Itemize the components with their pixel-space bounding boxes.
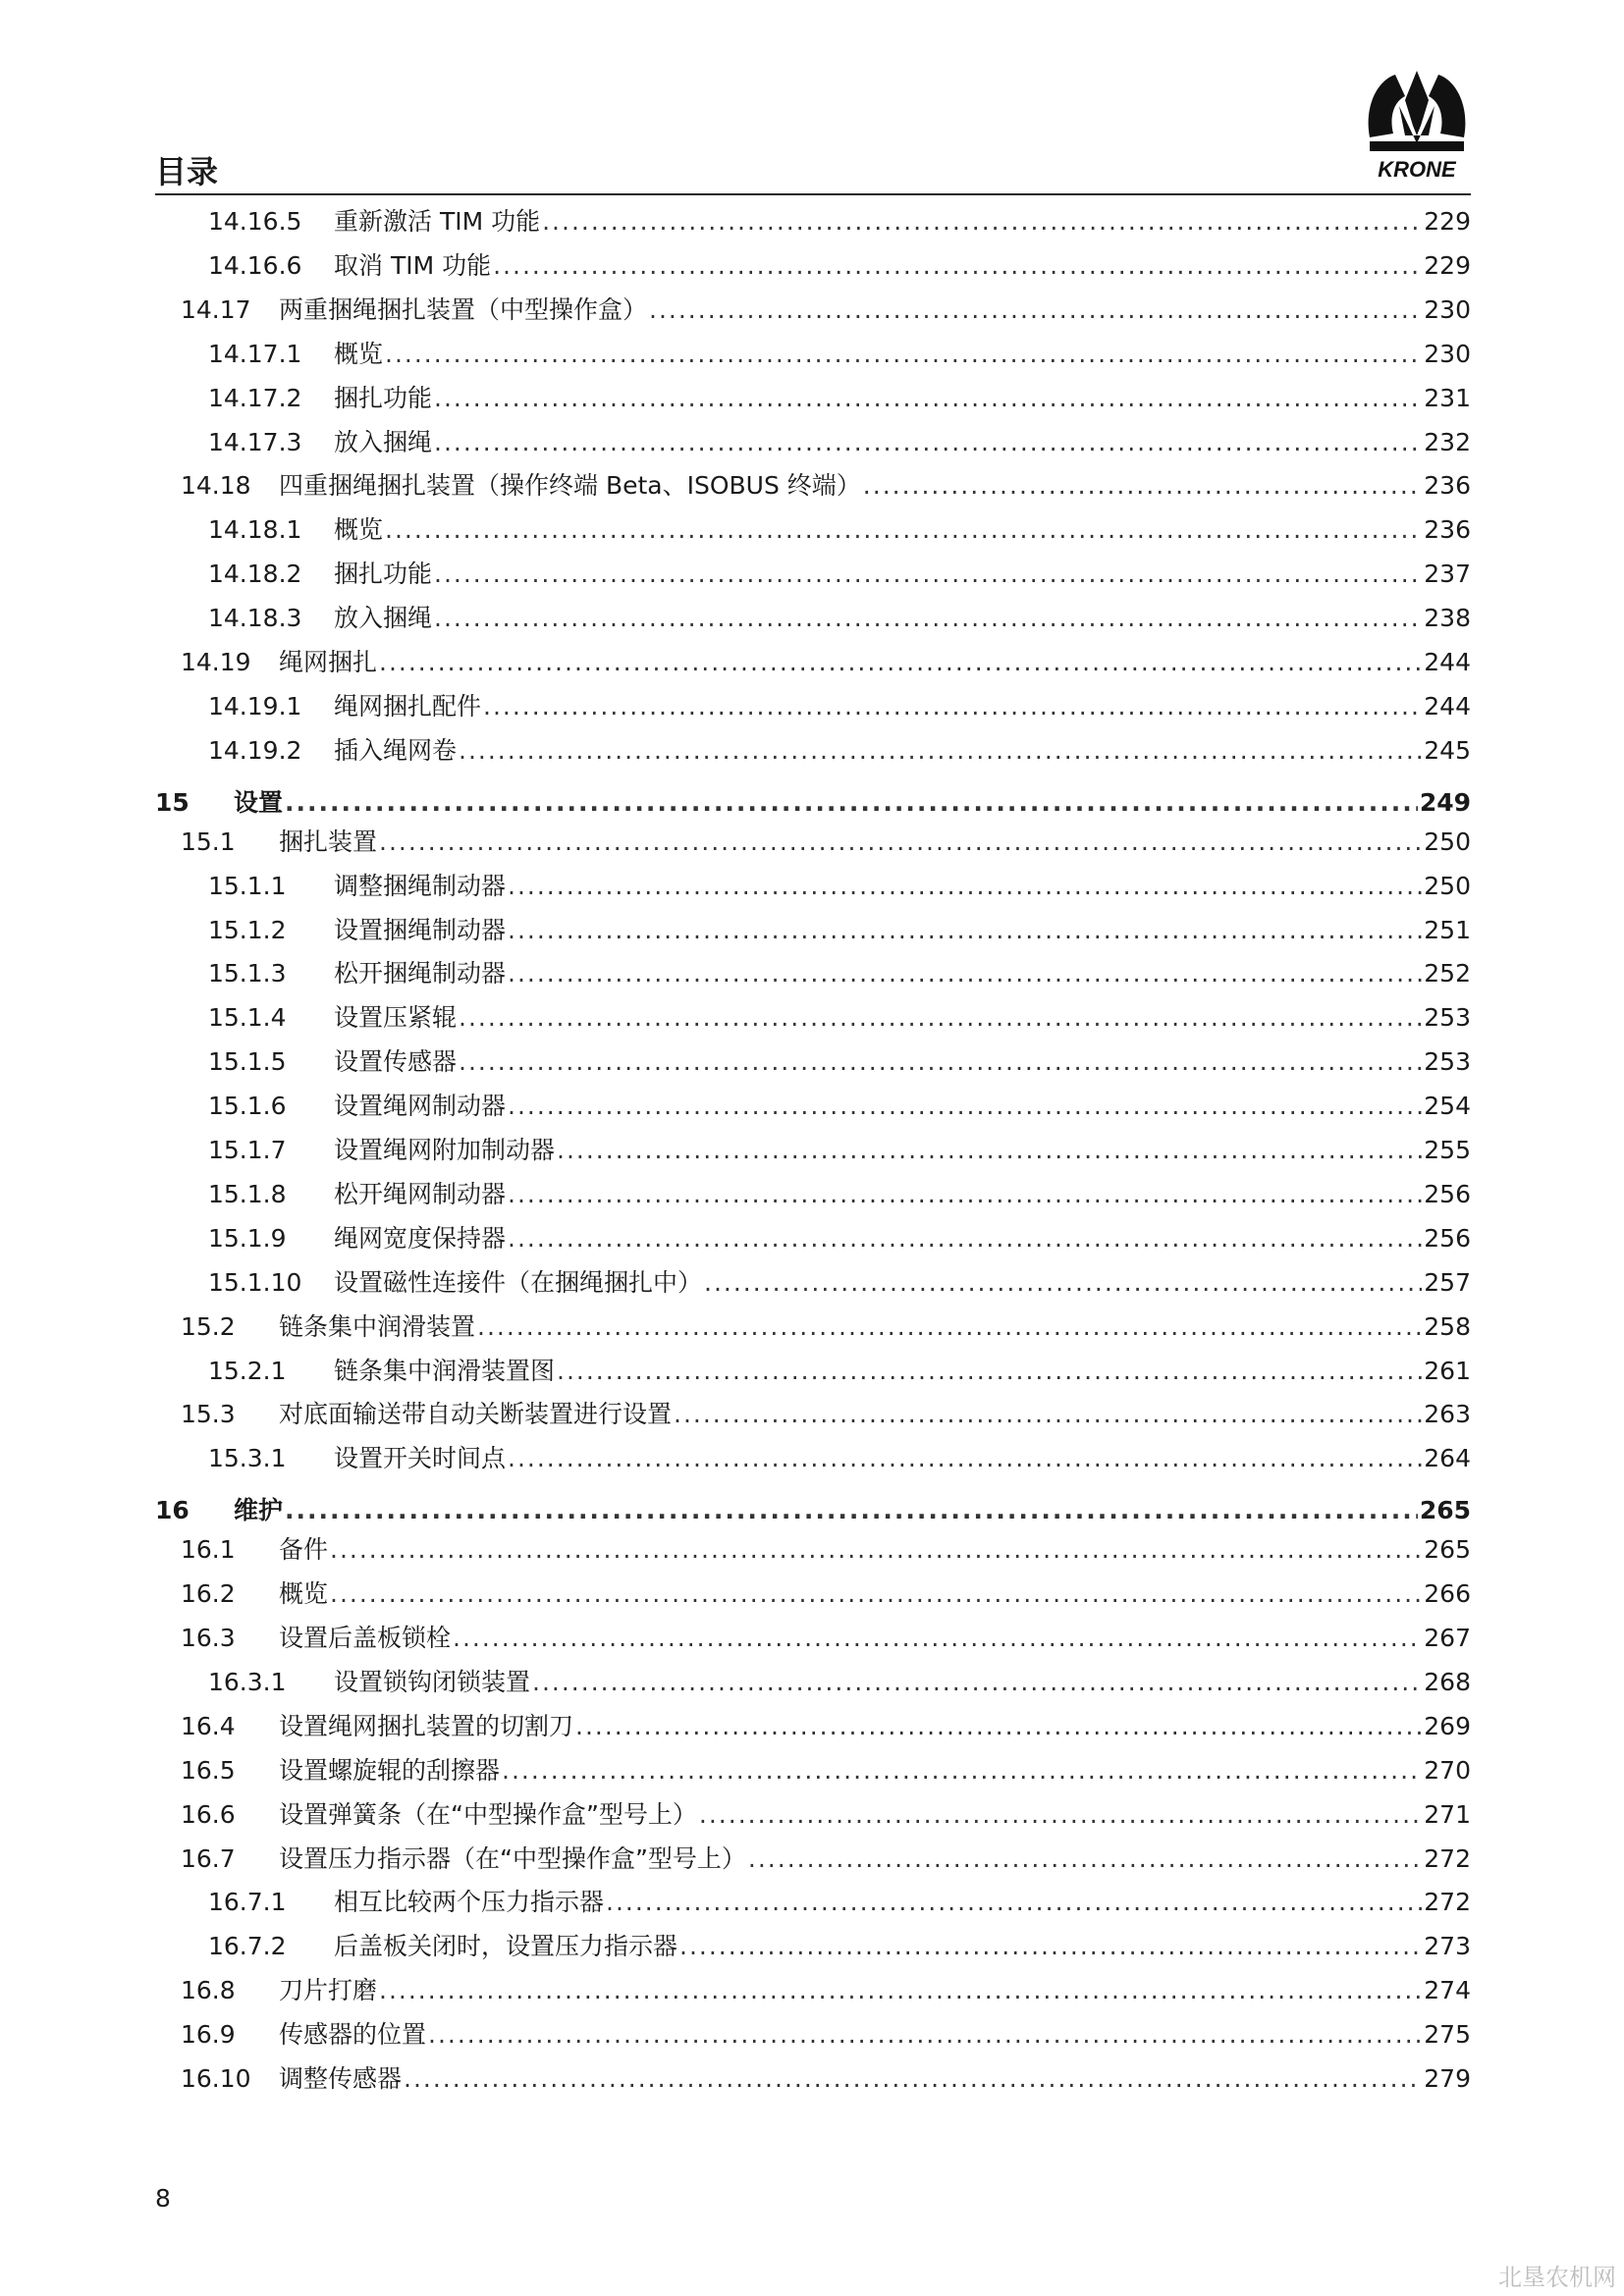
toc-entry-number: 16 <box>155 1496 189 1525</box>
toc-entry-page: 267 <box>1424 1624 1471 1652</box>
dot-leader <box>330 1530 1422 1570</box>
toc-entry-page: 261 <box>1424 1356 1471 1385</box>
toc-entry[interactable] <box>181 291 1471 330</box>
toc-entry[interactable] <box>181 1971 1471 2010</box>
toc-entry-page: 268 <box>1424 1667 1471 1696</box>
toc-entry-page: 245 <box>1424 735 1471 765</box>
toc-entry-number: 14.17.1 <box>208 339 302 368</box>
toc-entry-title: 设置开关时间点 <box>334 1444 507 1473</box>
toc-entry-title: 相互比较两个压力指示器 <box>334 1888 605 1917</box>
toc-entry-number: 16.3 <box>181 1624 236 1652</box>
toc-entry-page: 250 <box>1424 871 1471 900</box>
toc-entry[interactable] <box>208 998 1471 1038</box>
dot-leader <box>575 1707 1422 1746</box>
toc-entry-page: 270 <box>1424 1755 1471 1785</box>
toc-entry-title: 备件 <box>279 1535 329 1565</box>
toc-entry-page: 269 <box>1424 1711 1471 1740</box>
toc-entry[interactable] <box>208 1042 1471 1082</box>
toc-entry-page: 275 <box>1424 2020 1471 2050</box>
toc-entry-number: 16.3.1 <box>208 1667 287 1696</box>
page-number: 8 <box>155 2184 171 2213</box>
toc-entry-number: 15 <box>155 787 189 817</box>
toc-entry-title: 设置锁钩闭锁装置 <box>334 1667 531 1696</box>
toc-entry-number: 14.18.3 <box>208 604 302 633</box>
toc-entry-number: 16.5 <box>181 1755 236 1785</box>
toc-entry-title: 概览 <box>334 515 384 545</box>
toc-entry-title: 设置压紧辊 <box>334 1003 458 1033</box>
toc-entry-number: 15.1.3 <box>208 959 287 988</box>
dot-leader <box>379 823 1422 862</box>
toc-entry[interactable] <box>181 1308 1471 1347</box>
toc-entry-title: 设置绳网制动器 <box>334 1092 507 1121</box>
dot-leader <box>459 1042 1422 1082</box>
dot-leader <box>606 1883 1422 1922</box>
toc-entry-title: 后盖板关闭时，设置压力指示器 <box>334 1932 678 1961</box>
toc-entry-title: 链条集中润滑装置 <box>279 1311 476 1341</box>
toc-entry-title: 设置捆绳制动器 <box>334 915 507 944</box>
toc-entry[interactable] <box>181 1751 1471 1790</box>
toc-entry-page: 252 <box>1424 959 1471 988</box>
toc-entry-number: 15.1.10 <box>208 1267 302 1297</box>
toc-entry-number: 15.3.1 <box>208 1444 287 1473</box>
toc-entry[interactable] <box>208 1663 1471 1702</box>
toc-entry-page: 255 <box>1424 1136 1471 1164</box>
toc-entry[interactable] <box>208 335 1471 374</box>
dot-leader <box>508 954 1422 993</box>
toc-entry-number: 16.10 <box>181 2064 251 2093</box>
dot-leader <box>508 867 1422 906</box>
toc-entry-title: 松开捆绳制动器 <box>334 959 507 988</box>
toc-entry-title: 四重捆绳捆扎装置（操作终端 Beta、ISOBUS 终端） <box>279 471 861 501</box>
toc-entry[interactable] <box>208 599 1471 638</box>
toc-entry-number: 14.19.1 <box>208 691 302 721</box>
toc-entry[interactable] <box>208 1131 1471 1170</box>
toc-entry-page: 272 <box>1424 1888 1471 1917</box>
toc-entry-title: 设置磁性连接件（在捆绳捆扎中） <box>334 1267 703 1297</box>
toc-entry-number: 16.7 <box>181 1843 236 1873</box>
toc-entry[interactable] <box>208 423 1471 462</box>
toc-entry-title: 设置后盖板锁栓 <box>279 1624 452 1652</box>
dot-leader <box>674 1395 1422 1434</box>
toc-entry-page: 231 <box>1424 383 1471 412</box>
toc-entry-page: 253 <box>1424 1003 1471 1033</box>
toc-entry-title: 设置弹簧条（在“中型操作盒”型号上） <box>279 1799 697 1829</box>
dot-leader <box>385 335 1422 374</box>
toc-entry-page: 263 <box>1424 1400 1471 1429</box>
toc-entry-page: 244 <box>1424 648 1471 676</box>
toc-entry-number: 15.1.4 <box>208 1003 287 1033</box>
toc-entry-number: 15.2.1 <box>208 1356 287 1385</box>
toc-entry-title: 绳网宽度保持器 <box>334 1223 507 1253</box>
dot-leader <box>493 246 1422 286</box>
dot-leader <box>379 643 1422 682</box>
dot-leader <box>453 1619 1422 1658</box>
toc-entry-number: 14.19 <box>181 648 251 676</box>
toc-entry[interactable] <box>208 954 1471 993</box>
dot-leader <box>508 1087 1422 1126</box>
toc-entry[interactable] <box>208 867 1471 906</box>
toc-entry-number: 14.18.1 <box>208 515 302 545</box>
toc-entry-title: 插入绳网卷 <box>334 735 458 765</box>
logo-text: KRONE <box>1378 157 1456 182</box>
dot-leader <box>404 2059 1422 2099</box>
toc-entry-page: 232 <box>1424 427 1471 456</box>
dot-leader <box>508 1219 1422 1258</box>
toc-entry[interactable] <box>208 555 1471 594</box>
toc-entry-number: 16.1 <box>181 1535 236 1565</box>
toc-entry-number: 15.1.2 <box>208 915 287 944</box>
toc-entry[interactable] <box>181 643 1471 682</box>
toc-entry-page: 265 <box>1424 1535 1471 1565</box>
toc-entry-title: 重新激活 TIM 功能 <box>334 207 541 236</box>
toc-entry-page: 274 <box>1424 1976 1471 2005</box>
toc-entry[interactable] <box>181 2059 1471 2099</box>
toc-entry[interactable] <box>181 1795 1471 1835</box>
toc-entry[interactable] <box>155 1491 1471 1530</box>
toc-entry-number: 15.1.8 <box>208 1179 287 1208</box>
toc-entry[interactable] <box>208 1352 1471 1391</box>
dot-leader <box>748 1840 1422 1879</box>
toc-entry[interactable] <box>208 379 1471 418</box>
toc-entry-title: 设置绳网捆扎装置的切割刀 <box>279 1711 574 1740</box>
dot-leader <box>434 599 1422 638</box>
dot-leader <box>330 1575 1422 1614</box>
toc-entry-title: 维护 <box>234 1496 284 1525</box>
toc-entry-page: 244 <box>1424 691 1471 721</box>
toc-entry-number: 16.7.1 <box>208 1888 287 1917</box>
toc-entry-page: 257 <box>1424 1267 1471 1297</box>
toc-entry[interactable] <box>208 202 1471 241</box>
toc-entry-page: 238 <box>1424 604 1471 633</box>
dot-leader <box>557 1352 1422 1391</box>
dot-leader <box>428 2015 1422 2055</box>
toc-entry-title: 概览 <box>334 339 384 368</box>
toc-entry-number: 16.8 <box>181 1976 236 2005</box>
toc-entry[interactable] <box>208 687 1471 726</box>
toc-entry[interactable] <box>208 731 1471 771</box>
toc-entry-title: 两重捆绳捆扎装置（中型操作盒） <box>279 294 648 324</box>
toc-entry[interactable] <box>208 1883 1471 1922</box>
toc-entry-title: 设置传感器 <box>334 1047 458 1077</box>
toc-entry-page: 250 <box>1424 827 1471 856</box>
toc-entry-page: 266 <box>1424 1579 1471 1609</box>
dot-leader <box>508 1175 1422 1214</box>
toc-entry-number: 16.7.2 <box>208 1932 287 1961</box>
dot-leader <box>649 291 1422 330</box>
toc-entry-title: 捆扎功能 <box>334 383 433 412</box>
toc-entry-number: 15.1.9 <box>208 1223 287 1253</box>
toc-entry-title: 取消 TIM 功能 <box>334 250 492 280</box>
toc-entry-page: 256 <box>1424 1223 1471 1253</box>
toc-entry-page: 264 <box>1424 1444 1471 1473</box>
toc-entry[interactable] <box>208 1219 1471 1258</box>
toc-entry-page: 272 <box>1424 1843 1471 1873</box>
toc-entry-title: 概览 <box>279 1579 329 1609</box>
toc-entry[interactable] <box>155 783 1471 823</box>
toc-entry-page: 237 <box>1424 560 1471 589</box>
dot-leader <box>459 998 1422 1038</box>
dot-leader <box>285 1491 1418 1530</box>
toc-entry-title: 链条集中润滑装置图 <box>334 1356 556 1385</box>
toc-entry[interactable] <box>181 1530 1471 1570</box>
toc-entry-title: 绳网捆扎配件 <box>334 691 482 721</box>
toc-entry-page: 236 <box>1424 515 1471 545</box>
toc-entry[interactable] <box>181 823 1471 862</box>
dot-leader <box>557 1131 1422 1170</box>
toc-entry-number: 14.16.6 <box>208 250 302 280</box>
toc-entry-number: 14.18 <box>181 471 251 501</box>
toc-entry-number: 15.1.1 <box>208 871 287 900</box>
dot-leader <box>459 731 1422 771</box>
dot-leader <box>483 687 1422 726</box>
dot-leader <box>379 1971 1422 2010</box>
toc-entry-title: 设置绳网附加制动器 <box>334 1136 556 1164</box>
toc-entry[interactable] <box>208 510 1471 550</box>
page-title: 目录 <box>155 153 219 190</box>
toc-entry-number: 14.17.3 <box>208 427 302 456</box>
toc-entry-page: 265 <box>1419 1496 1471 1525</box>
toc-entry[interactable] <box>181 1575 1471 1614</box>
toc-entry-page: 249 <box>1419 787 1471 817</box>
toc-entry-title: 刀片打磨 <box>279 1976 378 2005</box>
dot-leader <box>863 466 1422 506</box>
toc-entry-page: 251 <box>1424 915 1471 944</box>
toc-entry-number: 15.1.6 <box>208 1092 287 1121</box>
toc-entry[interactable] <box>208 246 1471 286</box>
toc-entry-page: 236 <box>1424 471 1471 501</box>
dot-leader <box>508 911 1422 950</box>
toc-entry-title: 松开绳网制动器 <box>334 1179 507 1208</box>
toc-entry-number: 14.18.2 <box>208 560 302 589</box>
toc-entry[interactable] <box>181 1395 1471 1434</box>
toc-entry-title: 调整捆绳制动器 <box>334 871 507 900</box>
toc-entry-title: 放入捆绳 <box>334 427 433 456</box>
toc-entry-number: 15.3 <box>181 1400 236 1429</box>
dot-leader <box>699 1795 1422 1835</box>
toc-entry-page: 271 <box>1424 1799 1471 1829</box>
toc-entry-number: 15.1 <box>181 827 236 856</box>
toc-entry-page: 230 <box>1424 294 1471 324</box>
toc-entry-title: 设置压力指示器（在“中型操作盒”型号上） <box>279 1843 746 1873</box>
dot-leader <box>385 510 1422 550</box>
toc-entry-number: 14.16.5 <box>208 207 302 236</box>
toc-entry[interactable] <box>208 1439 1471 1478</box>
toc-entry-number: 15.1.7 <box>208 1136 287 1164</box>
dot-leader <box>679 1927 1422 1966</box>
toc-entry-page: 229 <box>1424 207 1471 236</box>
toc-entry-number: 16.9 <box>181 2020 236 2050</box>
toc-entry-page: 230 <box>1424 339 1471 368</box>
toc-entry-title: 绳网捆扎 <box>279 648 378 676</box>
toc-entry-number: 16.6 <box>181 1799 236 1829</box>
toc-entry-number: 14.17 <box>181 294 251 324</box>
toc-entry-page: 256 <box>1424 1179 1471 1208</box>
toc-entry-page: 229 <box>1424 250 1471 280</box>
toc-entry-number: 16.4 <box>181 1711 236 1740</box>
toc-entry-number: 15.2 <box>181 1311 236 1341</box>
dot-leader <box>285 783 1418 823</box>
toc-entry-page: 253 <box>1424 1047 1471 1077</box>
toc-entry[interactable] <box>181 466 1471 506</box>
dot-leader <box>502 1751 1422 1790</box>
toc-entry-title: 捆扎功能 <box>334 560 433 589</box>
toc-entry-number: 16.2 <box>181 1579 236 1609</box>
dot-leader <box>434 555 1422 594</box>
toc-entry-page: 273 <box>1424 1932 1471 1961</box>
toc-entry-title: 放入捆绳 <box>334 604 433 633</box>
toc-entry[interactable] <box>181 1840 1471 1879</box>
toc-entry[interactable] <box>208 1087 1471 1126</box>
watermark: 北垦农机网 <box>1498 2264 1616 2291</box>
toc-entry-number: 14.19.2 <box>208 735 302 765</box>
toc-entry-number: 15.1.5 <box>208 1047 287 1077</box>
toc-entry-title: 捆扎装置 <box>279 827 378 856</box>
toc-entry-page: 279 <box>1424 2064 1471 2093</box>
toc-entry-title: 调整传感器 <box>279 2064 403 2093</box>
toc-entry[interactable] <box>208 1175 1471 1214</box>
dot-leader <box>704 1263 1422 1303</box>
toc-entry[interactable] <box>181 1619 1471 1658</box>
dot-leader <box>508 1439 1422 1478</box>
toc-entry[interactable] <box>208 911 1471 950</box>
toc-entry-title: 设置螺旋辊的刮擦器 <box>279 1755 501 1785</box>
toc-entry-page: 258 <box>1424 1311 1471 1341</box>
dot-leader <box>542 202 1422 241</box>
toc-entry-page: 254 <box>1424 1092 1471 1121</box>
toc-entry[interactable] <box>181 2015 1471 2055</box>
dot-leader <box>477 1308 1422 1347</box>
toc-entry[interactable] <box>208 1263 1471 1303</box>
toc-entry-number: 14.17.2 <box>208 383 302 412</box>
dot-leader <box>434 423 1422 462</box>
toc-entry-title: 设置 <box>234 787 284 817</box>
dot-leader <box>532 1663 1422 1702</box>
toc-entry[interactable] <box>181 1707 1471 1746</box>
toc-entry-title: 对底面输送带自动关断装置进行设置 <box>279 1400 673 1429</box>
dot-leader <box>434 379 1422 418</box>
toc-entry-title: 传感器的位置 <box>279 2020 427 2050</box>
toc-entry[interactable] <box>208 1927 1471 1966</box>
